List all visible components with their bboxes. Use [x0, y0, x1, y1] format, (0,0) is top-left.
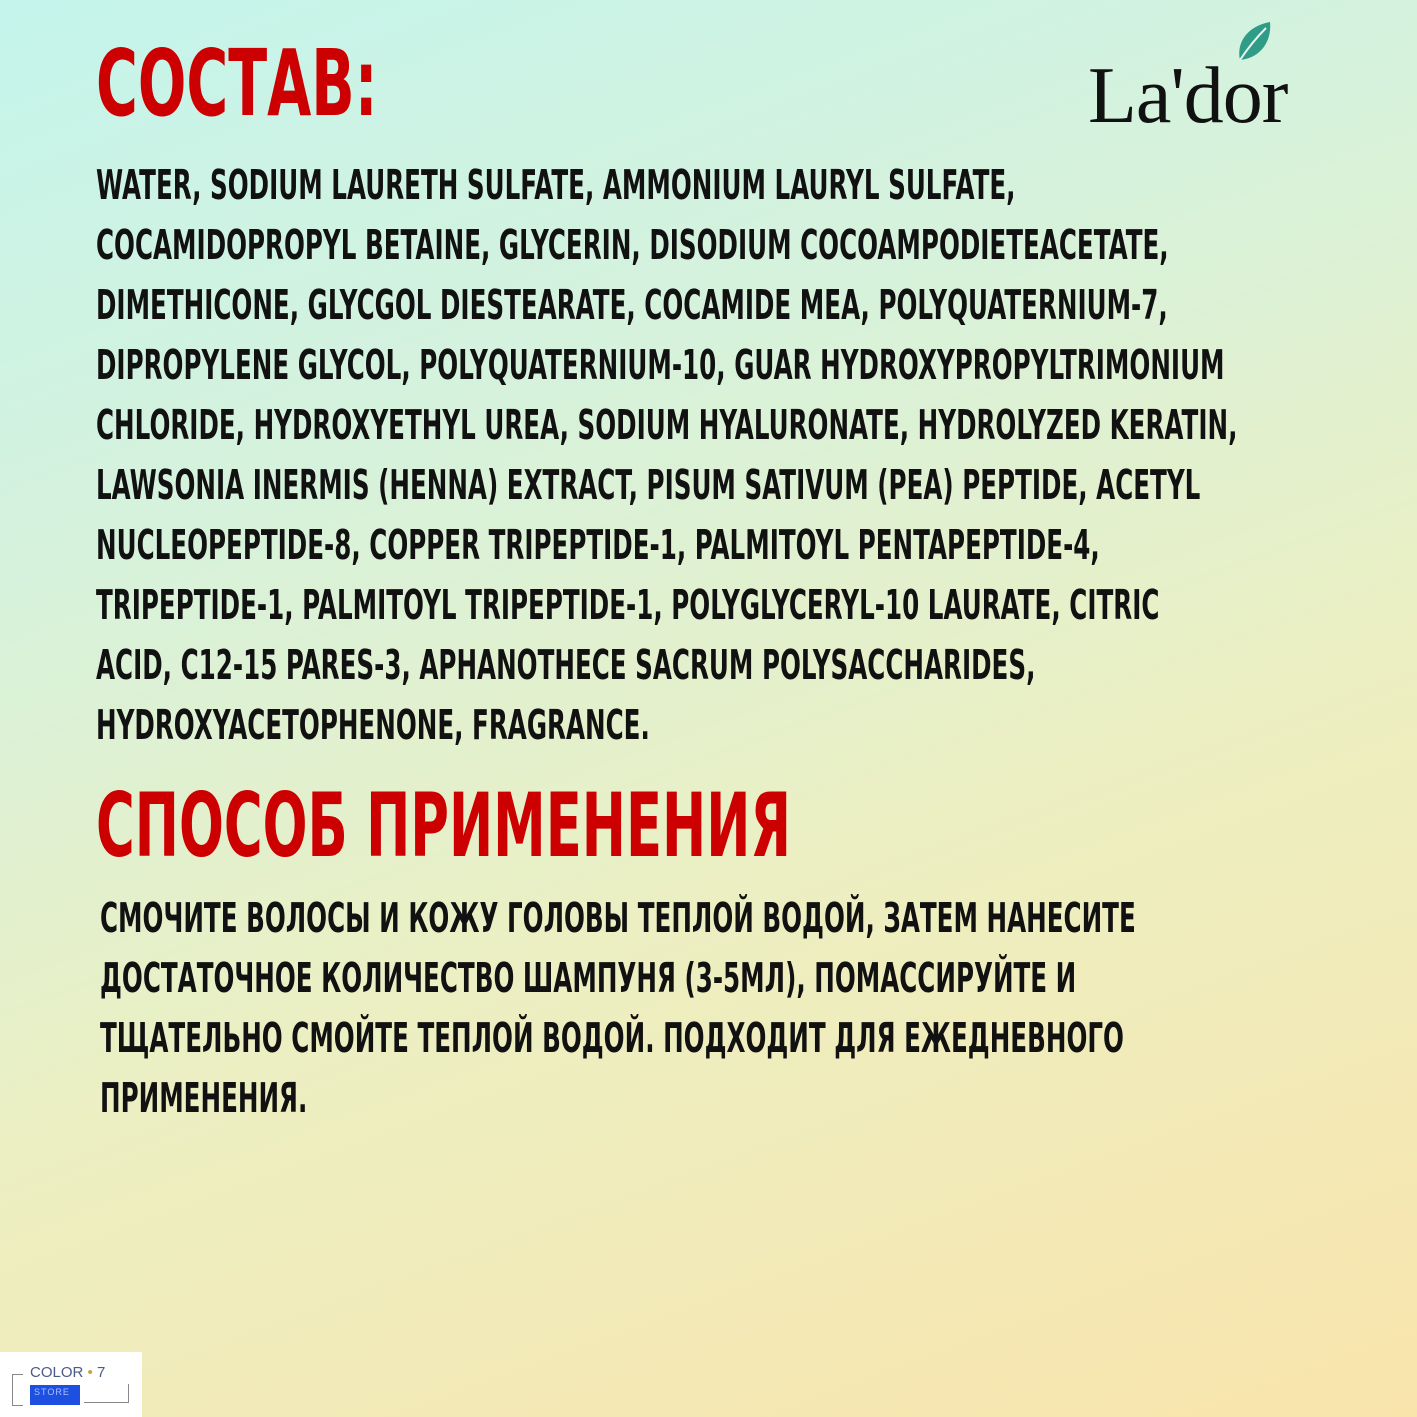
watermark-dot: • — [87, 1364, 93, 1381]
watermark-frame-left — [12, 1374, 23, 1406]
ingredients-text: WATER, SODIUM LAURETH SULFATE, AMMONIUM LAURYL SULFATE, COCAMIDOPROPYL BETAINE, GLYCERIN, DISODIUM COCOAMPODIETEACETATE, DIMETHICONE, GLYCGOL DIESTEARATE, COCAMIDE MEA, POLYQUATERNIUM-7, DIPROPYLENE GLYCOL, POLYQUATERNIUM-10, GUAR HYDROXYPROPYLTRIMONIUM CHLORIDE, HYDROXYETHYL UREA, SODIUM HYALURONATE, HYDROLYZED KERATIN, LAWSONIA INERMIS (HENNA) EXTRACT, PISUM SATIVUM (PEA) PEPTIDE, ACETYL NUCLEOPEPTIDE-8, COPPER TRIPEPTIDE-1, PALMITOYL PENTAPEPTIDE-4, TRIPEPTIDE-1, PALMITOYL TRIPEPTIDE-1, POLYGLYCERYL-10 LAURATE, CITRIC ACID, C12-15 PARES-3, APHANOTHECE SACRUM POLYSACCHARIDES, HYDROXYACETOPHENONE, FRAGRANCE. — [96, 161, 1238, 749]
watermark-brand-name: COLOR — [30, 1364, 84, 1381]
watermark-brand — [30, 1364, 105, 1381]
usage-heading: СПОСОБ ПРИМЕНЕНИЯ — [96, 774, 792, 877]
logo-wordmark: La'dor — [1088, 52, 1288, 140]
store-watermark — [0, 1352, 142, 1417]
composition-heading: СОСТАВ: — [96, 30, 378, 137]
brand-logo — [1088, 22, 1328, 140]
usage-instructions: СМОЧИТЕ ВОЛОСЫ И КОЖУ ГОЛОВЫ ТЕПЛОЙ ВОДОЙ, ЗАТЕМ НАНЕСИТЕ ДОСТАТОЧНОЕ КОЛИЧЕСТВО ШАМПУНЯ (3-5МЛ), ПОМАССИРУЙТЕ И ТЩАТЕЛЬНО СМОЙТЕ ТЕПЛОЙ ВОДОЙ. ПОДХОДИТ ДЛЯ ЕЖЕДНЕВНОГО ПРИМЕНЕНИЯ. — [100, 894, 1136, 1122]
watermark-store-label: STORE — [34, 1387, 70, 1397]
watermark-frame-right — [84, 1384, 129, 1403]
watermark-number: 7 — [96, 1364, 106, 1381]
